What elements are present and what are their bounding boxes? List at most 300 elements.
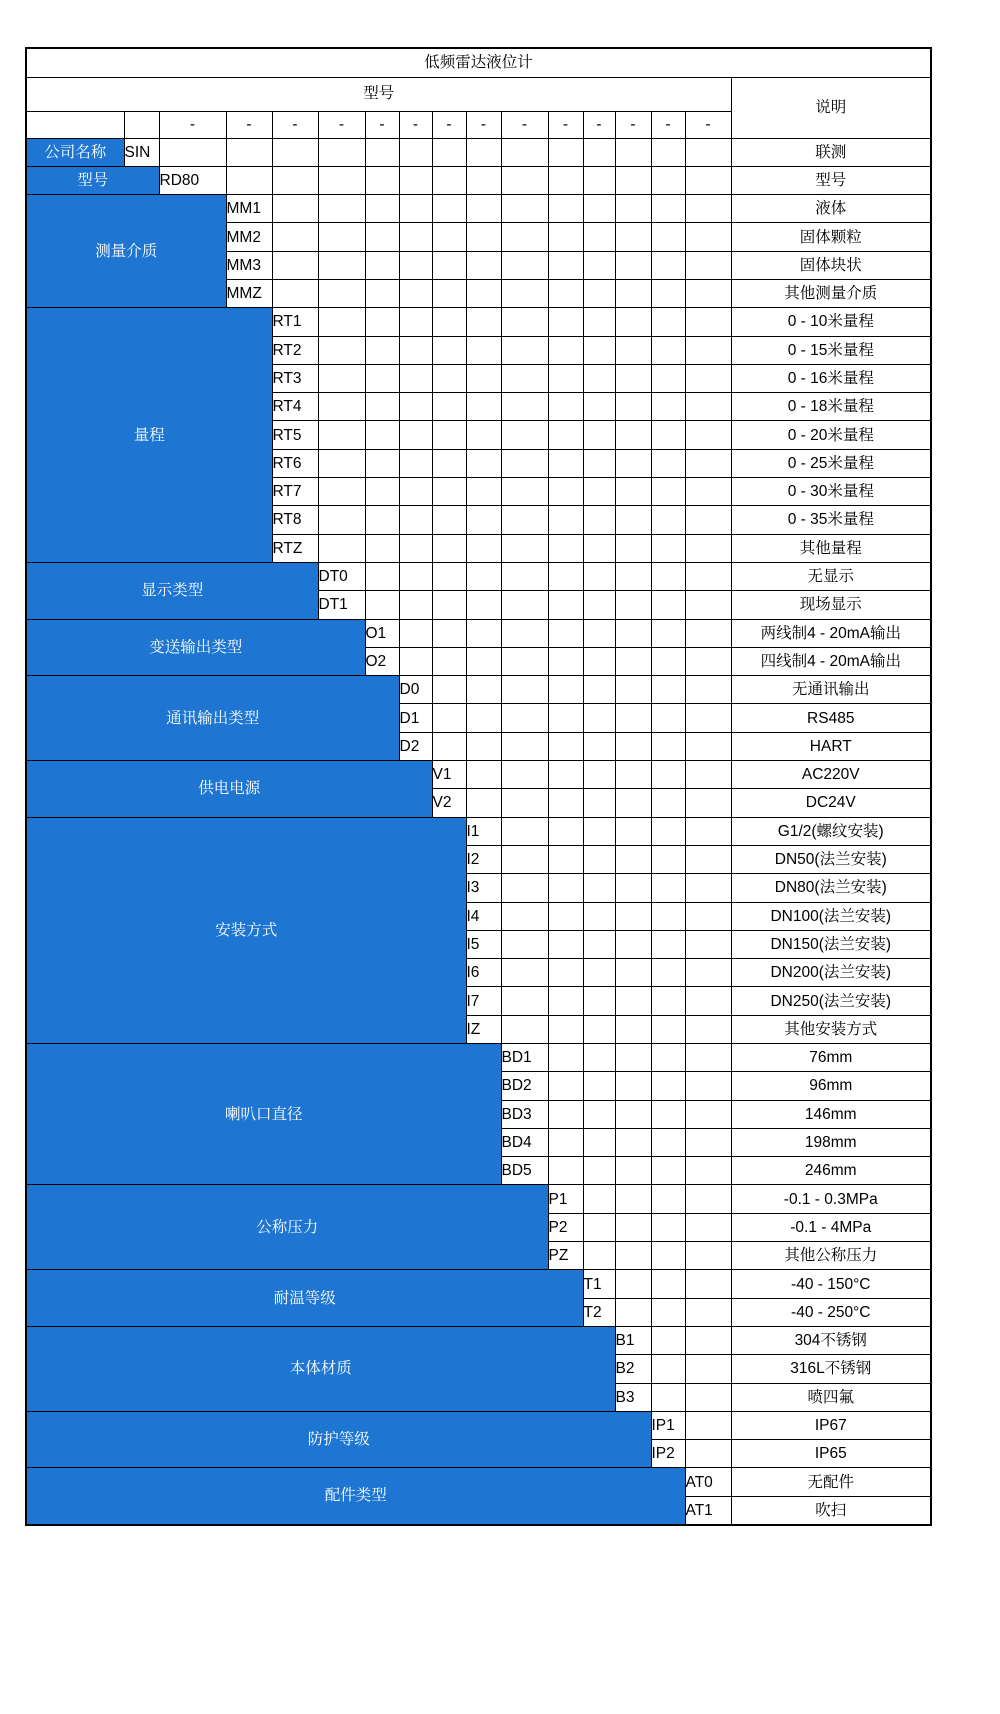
empty-cell	[466, 279, 501, 307]
empty-cell	[548, 449, 583, 477]
empty-cell	[318, 279, 365, 307]
empty-cell	[615, 676, 651, 704]
empty-cell	[226, 166, 272, 194]
description-cell: AC220V	[731, 761, 931, 789]
empty-cell	[583, 506, 615, 534]
empty-cell	[365, 308, 399, 336]
empty-cell	[583, 874, 615, 902]
empty-cell	[399, 336, 432, 364]
empty-cell	[651, 393, 685, 421]
empty-cell	[685, 1100, 731, 1128]
empty-cell	[501, 959, 548, 987]
empty-cell	[432, 364, 466, 392]
empty-cell	[548, 647, 583, 675]
empty-cell	[548, 336, 583, 364]
empty-cell	[685, 619, 731, 647]
empty-cell	[583, 704, 615, 732]
empty-cell	[685, 732, 731, 760]
empty-cell	[651, 732, 685, 760]
empty-cell	[399, 166, 432, 194]
code-cell-I7: I7	[466, 987, 501, 1015]
empty-cell	[501, 930, 548, 958]
empty-cell	[615, 1157, 651, 1185]
description-cell: 其他测量介质	[731, 279, 931, 307]
description-cell: 0 - 25米量程	[731, 449, 931, 477]
empty-cell	[685, 1072, 731, 1100]
description-cell: DN80(法兰安装)	[731, 874, 931, 902]
code-cell-SIN: SIN	[124, 138, 159, 166]
empty-cell	[548, 308, 583, 336]
empty-cell	[365, 195, 399, 223]
empty-cell	[501, 562, 548, 590]
empty-cell	[399, 364, 432, 392]
empty-cell	[432, 336, 466, 364]
empty-cell	[615, 761, 651, 789]
empty-cell	[466, 761, 501, 789]
description-cell: 146mm	[731, 1100, 931, 1128]
description-header: 说明	[731, 77, 931, 138]
empty-cell	[318, 223, 365, 251]
empty-cell	[432, 279, 466, 307]
empty-cell	[651, 562, 685, 590]
code-cell-T1: T1	[583, 1270, 615, 1298]
description-cell: IP65	[731, 1440, 931, 1468]
code-cell-IP1: IP1	[651, 1411, 685, 1439]
empty-cell	[615, 364, 651, 392]
code-cell-O1: O1	[365, 619, 399, 647]
empty-cell	[685, 761, 731, 789]
code-cell-MM2: MM2	[226, 223, 272, 251]
empty-cell	[583, 987, 615, 1015]
empty-cell	[685, 364, 731, 392]
empty-cell	[365, 562, 399, 590]
empty-cell	[651, 647, 685, 675]
empty-cell	[501, 676, 548, 704]
description-cell: 0 - 16米量程	[731, 364, 931, 392]
empty-cell	[651, 1072, 685, 1100]
empty-cell	[399, 251, 432, 279]
code-cell-BD1: BD1	[501, 1044, 548, 1072]
empty-cell	[615, 449, 651, 477]
empty-cell	[432, 647, 466, 675]
empty-cell	[432, 195, 466, 223]
empty-cell	[615, 789, 651, 817]
empty-cell	[651, 930, 685, 958]
empty-cell	[583, 1185, 615, 1213]
category-label-transmit-output: 变送输出类型	[26, 619, 365, 676]
empty-cell	[651, 251, 685, 279]
empty-cell	[583, 449, 615, 477]
empty-cell	[651, 1044, 685, 1072]
empty-cell	[365, 591, 399, 619]
empty-cell	[685, 676, 731, 704]
description-cell: 四线制4 - 20mA输出	[731, 647, 931, 675]
empty-cell	[651, 591, 685, 619]
empty-cell	[615, 166, 651, 194]
empty-cell	[651, 817, 685, 845]
empty-cell	[26, 111, 124, 138]
empty-cell	[548, 478, 583, 506]
empty-cell	[501, 223, 548, 251]
empty-cell	[685, 336, 731, 364]
empty-cell	[615, 959, 651, 987]
empty-cell	[399, 619, 432, 647]
description-cell: 其他公称压力	[731, 1242, 931, 1270]
category-label-range: 量程	[26, 308, 272, 563]
separator-cell: -	[651, 111, 685, 138]
model-selection-table	[25, 47, 932, 1526]
empty-cell	[651, 1213, 685, 1241]
empty-cell	[501, 506, 548, 534]
empty-cell	[399, 393, 432, 421]
empty-cell	[615, 279, 651, 307]
empty-cell	[548, 223, 583, 251]
empty-cell	[685, 506, 731, 534]
separator-cell: -	[272, 111, 318, 138]
empty-cell	[548, 732, 583, 760]
empty-cell	[466, 562, 501, 590]
code-cell-I4: I4	[466, 902, 501, 930]
empty-cell	[651, 1270, 685, 1298]
empty-cell	[651, 902, 685, 930]
code-cell-AT0: AT0	[685, 1468, 731, 1496]
empty-cell	[685, 478, 731, 506]
empty-cell	[365, 478, 399, 506]
empty-cell	[399, 279, 432, 307]
empty-cell	[466, 647, 501, 675]
empty-cell	[548, 1072, 583, 1100]
empty-cell	[272, 279, 318, 307]
category-label-temp-rating: 耐温等级	[26, 1270, 583, 1327]
empty-cell	[615, 562, 651, 590]
empty-cell	[615, 251, 651, 279]
empty-cell	[583, 732, 615, 760]
empty-cell	[685, 591, 731, 619]
empty-cell	[615, 591, 651, 619]
empty-cell	[548, 761, 583, 789]
empty-cell	[583, 478, 615, 506]
code-cell-V1: V1	[432, 761, 466, 789]
empty-cell	[432, 562, 466, 590]
table-row	[26, 166, 931, 194]
empty-cell	[548, 902, 583, 930]
empty-cell	[651, 1100, 685, 1128]
empty-cell	[318, 308, 365, 336]
empty-cell	[318, 506, 365, 534]
empty-cell	[466, 166, 501, 194]
empty-cell	[651, 1298, 685, 1326]
empty-cell	[615, 1298, 651, 1326]
empty-cell	[651, 1185, 685, 1213]
separator-cell: -	[399, 111, 432, 138]
empty-cell	[615, 478, 651, 506]
table-row	[26, 1326, 931, 1354]
empty-cell	[583, 1100, 615, 1128]
empty-cell	[548, 251, 583, 279]
description-cell: 246mm	[731, 1157, 931, 1185]
empty-cell	[501, 308, 548, 336]
description-cell: -0.1 - 4MPa	[731, 1213, 931, 1241]
empty-cell	[365, 364, 399, 392]
empty-cell	[432, 619, 466, 647]
empty-cell	[501, 761, 548, 789]
empty-cell	[432, 506, 466, 534]
empty-cell	[685, 987, 731, 1015]
empty-cell	[501, 449, 548, 477]
table-row	[26, 761, 931, 789]
empty-cell	[651, 619, 685, 647]
empty-cell	[548, 959, 583, 987]
empty-cell	[399, 534, 432, 562]
category-label-installation: 安装方式	[26, 817, 466, 1043]
empty-cell	[615, 138, 651, 166]
code-cell-IZ: IZ	[466, 1015, 501, 1043]
empty-cell	[272, 223, 318, 251]
code-cell-I1: I1	[466, 817, 501, 845]
code-cell-I5: I5	[466, 930, 501, 958]
empty-cell	[548, 1015, 583, 1043]
empty-cell	[501, 789, 548, 817]
empty-cell	[615, 874, 651, 902]
description-cell: -40 - 250°C	[731, 1298, 931, 1326]
empty-cell	[685, 1355, 731, 1383]
code-cell-PZ: PZ	[548, 1242, 583, 1270]
empty-cell	[685, 449, 731, 477]
empty-cell	[615, 195, 651, 223]
empty-cell	[651, 987, 685, 1015]
empty-cell	[651, 761, 685, 789]
empty-cell	[651, 789, 685, 817]
description-cell: 液体	[731, 195, 931, 223]
description-cell: 无显示	[731, 562, 931, 590]
table-row	[26, 676, 931, 704]
empty-cell	[501, 874, 548, 902]
description-cell: HART	[731, 732, 931, 760]
empty-cell	[466, 421, 501, 449]
empty-cell	[466, 138, 501, 166]
empty-cell	[615, 1100, 651, 1128]
empty-cell	[615, 393, 651, 421]
description-cell: 198mm	[731, 1128, 931, 1156]
empty-cell	[548, 704, 583, 732]
table-row	[26, 195, 931, 223]
empty-cell	[615, 1270, 651, 1298]
empty-cell	[501, 138, 548, 166]
table-row	[26, 1044, 931, 1072]
description-cell: 固体颗粒	[731, 223, 931, 251]
empty-cell	[318, 449, 365, 477]
empty-cell	[432, 138, 466, 166]
description-cell: 304不锈钢	[731, 1326, 931, 1354]
empty-cell	[466, 308, 501, 336]
description-cell: 吹扫	[731, 1496, 931, 1524]
empty-cell	[466, 223, 501, 251]
empty-cell	[615, 732, 651, 760]
empty-cell	[651, 1128, 685, 1156]
title-row	[26, 48, 931, 77]
empty-cell	[432, 223, 466, 251]
separator-cell: -	[501, 111, 548, 138]
empty-cell	[548, 138, 583, 166]
empty-cell	[466, 336, 501, 364]
empty-cell	[685, 1242, 731, 1270]
code-cell-DT0: DT0	[318, 562, 365, 590]
empty-cell	[548, 279, 583, 307]
empty-cell	[501, 336, 548, 364]
empty-cell	[685, 1411, 731, 1439]
empty-cell	[226, 138, 272, 166]
empty-cell	[548, 930, 583, 958]
empty-cell	[651, 279, 685, 307]
empty-cell	[583, 308, 615, 336]
description-cell: 0 - 20米量程	[731, 421, 931, 449]
empty-cell	[583, 1128, 615, 1156]
empty-cell	[583, 1044, 615, 1072]
empty-cell	[685, 930, 731, 958]
empty-cell	[615, 506, 651, 534]
empty-cell	[615, 421, 651, 449]
empty-cell	[583, 279, 615, 307]
separator-cell: -	[615, 111, 651, 138]
empty-cell	[501, 704, 548, 732]
empty-cell	[685, 1044, 731, 1072]
empty-cell	[466, 619, 501, 647]
code-cell-RT2: RT2	[272, 336, 318, 364]
empty-cell	[583, 251, 615, 279]
separator-cell: -	[583, 111, 615, 138]
empty-cell	[583, 1213, 615, 1241]
empty-cell	[466, 195, 501, 223]
separator-cell: -	[466, 111, 501, 138]
code-cell-AT1: AT1	[685, 1496, 731, 1524]
empty-cell	[615, 308, 651, 336]
empty-cell	[548, 874, 583, 902]
table-row	[26, 1185, 931, 1213]
description-cell: 现场显示	[731, 591, 931, 619]
empty-cell	[432, 534, 466, 562]
empty-cell	[548, 562, 583, 590]
empty-cell	[583, 1072, 615, 1100]
empty-cell	[583, 166, 615, 194]
empty-cell	[466, 449, 501, 477]
empty-cell	[548, 1044, 583, 1072]
empty-cell	[501, 166, 548, 194]
empty-cell	[685, 1015, 731, 1043]
separator-cell: -	[226, 111, 272, 138]
description-cell: 316L不锈钢	[731, 1355, 931, 1383]
empty-cell	[432, 393, 466, 421]
empty-cell	[548, 817, 583, 845]
empty-cell	[466, 732, 501, 760]
empty-cell	[583, 1157, 615, 1185]
empty-cell	[615, 987, 651, 1015]
empty-cell	[651, 166, 685, 194]
empty-cell	[583, 421, 615, 449]
empty-cell	[432, 421, 466, 449]
empty-cell	[615, 1128, 651, 1156]
empty-cell	[583, 845, 615, 873]
description-cell: DN250(法兰安装)	[731, 987, 931, 1015]
empty-cell	[685, 223, 731, 251]
empty-cell	[685, 166, 731, 194]
empty-cell	[548, 534, 583, 562]
empty-cell	[615, 1242, 651, 1270]
empty-cell	[272, 166, 318, 194]
empty-cell	[685, 1440, 731, 1468]
empty-cell	[615, 1185, 651, 1213]
code-cell-MMZ: MMZ	[226, 279, 272, 307]
code-cell-BD4: BD4	[501, 1128, 548, 1156]
empty-cell	[651, 1326, 685, 1354]
empty-cell	[583, 959, 615, 987]
code-cell-RT8: RT8	[272, 506, 318, 534]
empty-cell	[651, 874, 685, 902]
empty-cell	[583, 195, 615, 223]
code-cell-IP2: IP2	[651, 1440, 685, 1468]
separator-cell: -	[548, 111, 583, 138]
empty-cell	[466, 704, 501, 732]
separator-cell: -	[159, 111, 226, 138]
empty-cell	[583, 534, 615, 562]
category-label-protection-rating: 防护等级	[26, 1411, 651, 1468]
header-row	[26, 77, 931, 111]
empty-cell	[548, 364, 583, 392]
empty-cell	[583, 591, 615, 619]
empty-cell	[583, 364, 615, 392]
empty-cell	[685, 308, 731, 336]
empty-cell	[615, 845, 651, 873]
empty-cell	[615, 930, 651, 958]
code-cell-P1: P1	[548, 1185, 583, 1213]
empty-cell	[365, 138, 399, 166]
empty-cell	[615, 1213, 651, 1241]
empty-cell	[432, 308, 466, 336]
description-cell: 联测	[731, 138, 931, 166]
code-cell-BD2: BD2	[501, 1072, 548, 1100]
empty-cell	[651, 449, 685, 477]
empty-cell	[501, 364, 548, 392]
empty-cell	[318, 364, 365, 392]
description-cell: DN200(法兰安装)	[731, 959, 931, 987]
empty-cell	[583, 562, 615, 590]
empty-cell	[501, 393, 548, 421]
empty-cell	[651, 1355, 685, 1383]
description-cell: 0 - 30米量程	[731, 478, 931, 506]
empty-cell	[583, 902, 615, 930]
description-cell: 0 - 35米量程	[731, 506, 931, 534]
table-row	[26, 1468, 931, 1496]
empty-cell	[365, 393, 399, 421]
category-label-comm-output: 通讯输出类型	[26, 676, 399, 761]
empty-cell	[548, 789, 583, 817]
separator-cell: -	[432, 111, 466, 138]
empty-cell	[651, 364, 685, 392]
empty-cell	[365, 279, 399, 307]
description-cell: 96mm	[731, 1072, 931, 1100]
empty-cell	[615, 1015, 651, 1043]
table-row	[26, 562, 931, 590]
code-cell-BD5: BD5	[501, 1157, 548, 1185]
empty-cell	[365, 421, 399, 449]
empty-cell	[685, 1157, 731, 1185]
table-row	[26, 308, 931, 336]
empty-cell	[583, 1015, 615, 1043]
empty-cell	[548, 166, 583, 194]
code-cell-RT6: RT6	[272, 449, 318, 477]
empty-cell	[685, 789, 731, 817]
empty-cell	[399, 421, 432, 449]
empty-cell	[651, 336, 685, 364]
